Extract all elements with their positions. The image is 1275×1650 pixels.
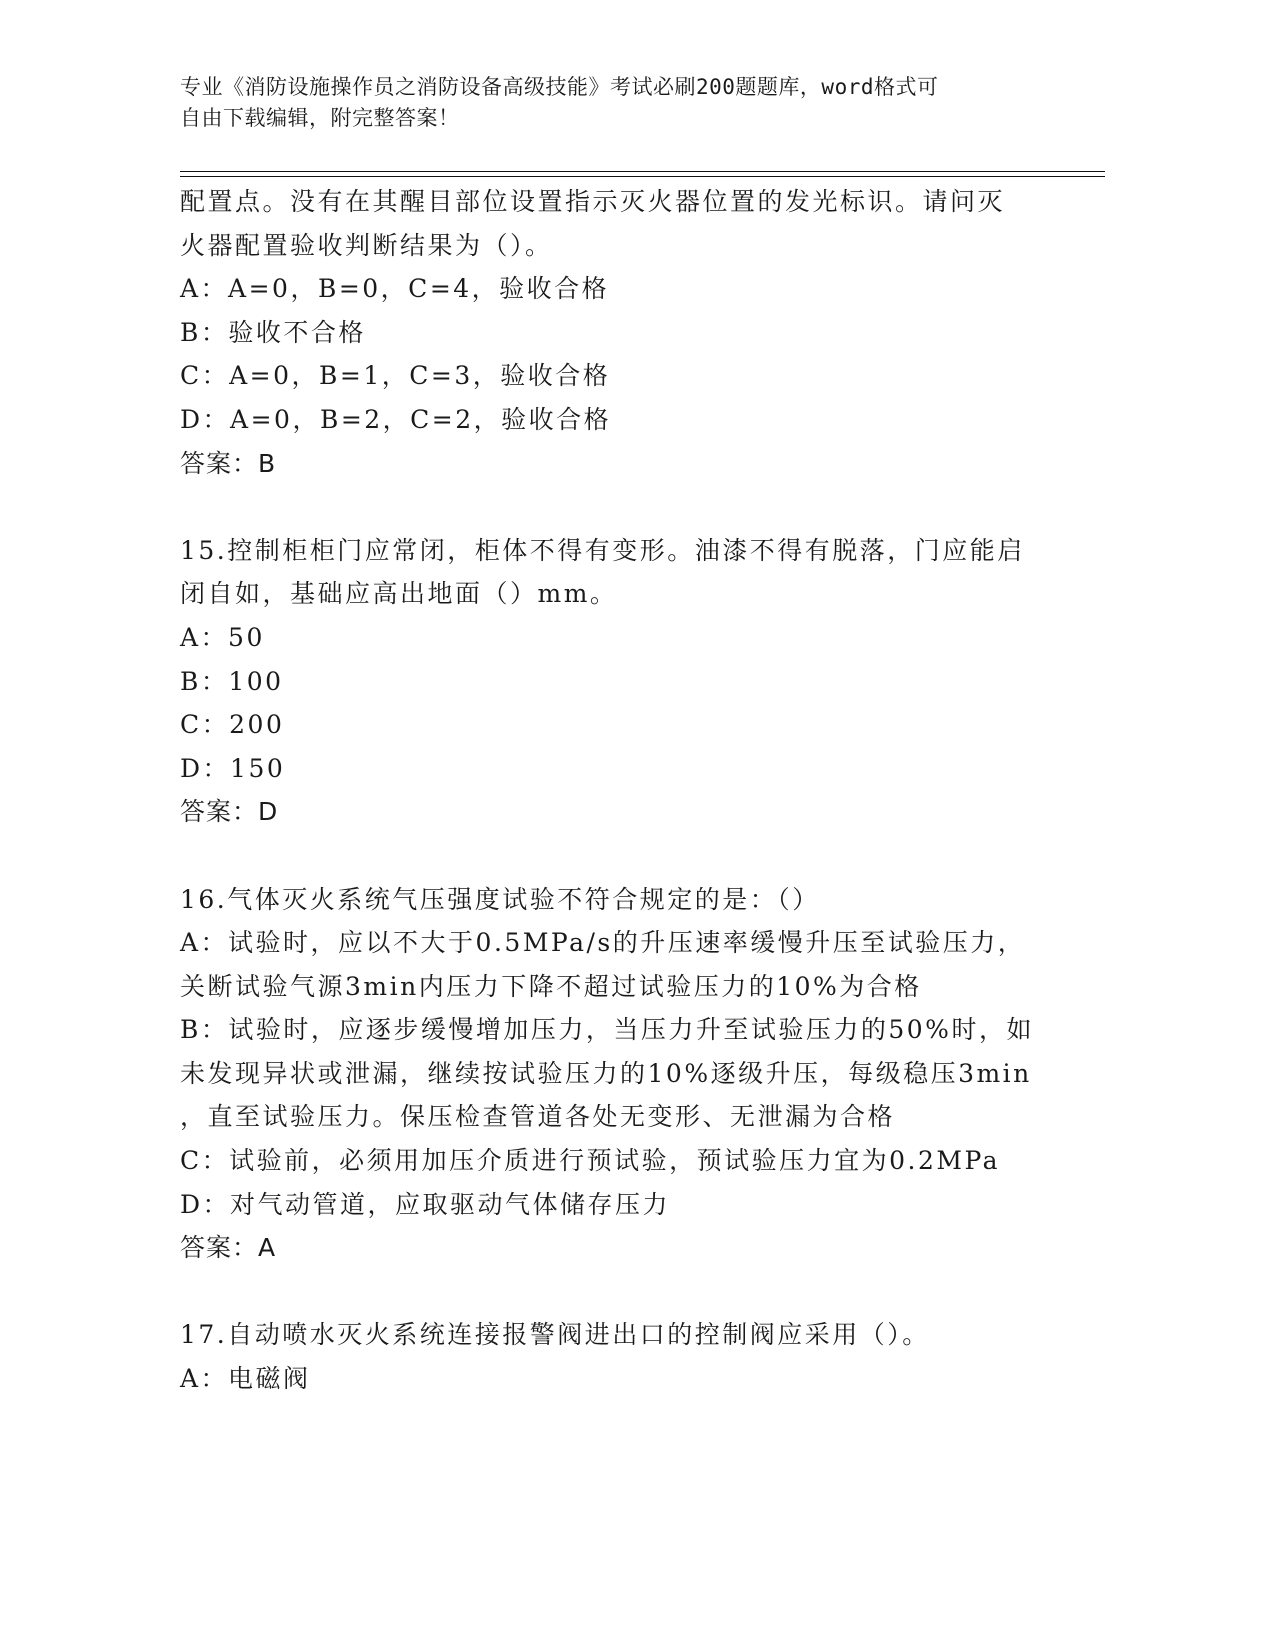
option-c: C：试验前，必须用加压介质进行预试验，预试验压力宜为0.2MPa [180,1146,1001,1176]
option-a: A：A=0，B=0，C=4，验收合格 [180,274,610,304]
question-content [180,180,1060,1401]
question-14 [180,180,1060,485]
spacer [180,485,1060,529]
document-header [180,72,1040,134]
question-stem: 配置点。没有在其醒目部位设置指示灭火器位置的发光标识。请问灭 [180,187,1006,216]
option-d: D：A=0，B=2，C=2，验收合格 [180,404,612,434]
option-b: B：试验时，应逐步缓慢增加压力，当压力升至试验压力的50%时，如 [180,1015,1034,1045]
answer-line: 答案：B [180,448,277,478]
answer-line: 答案：D [180,797,279,827]
option-c: C：A=0，B=1，C=3，验收合格 [180,361,611,391]
header-divider-top [180,171,1105,172]
question-stem: 闭自如，基础应高出地面（）mm。 [180,579,618,609]
question-15 [180,529,1060,834]
option-d: D：150 [180,753,286,783]
option-c: C：200 [180,710,285,740]
spacer [180,834,1060,878]
spacer [180,1270,1060,1314]
question-17 [180,1313,1060,1400]
option-a: 关断试验气源3min内压力下降不超过试验压力的10%为合格 [180,971,922,1001]
option-a: A：电磁阀 [180,1364,311,1394]
question-16 [180,878,1060,1270]
question-stem: 17.自动喷水灭火系统连接报警阀进出口的控制阀应采用（）。 [180,1320,930,1350]
option-b: 未发现异状或泄漏，继续按试验压力的10%逐级升压，每级稳压3min [180,1058,1032,1088]
answer-line: 答案：A [180,1233,277,1263]
option-a: A：试验时，应以不大于0.5MPa/s的升压速率缓慢升压至试验压力， [180,928,1026,958]
header-divider-bottom [180,176,1105,177]
header-line-1: 专业《消防设施操作员之消防设备高级技能》考试必刷200题题库，word格式可 [180,75,939,99]
option-a: A：50 [180,622,265,652]
question-stem: 16.气体灭火系统气压强度试验不符合规定的是：（） [180,884,820,914]
option-b: B：100 [180,666,284,696]
question-stem: 火器配置验收判断结果为（）。 [180,230,553,260]
header-line-2: 自由下载编辑，附完整答案！ [180,106,460,130]
option-b: ，直至试验压力。保压检查管道各处无变形、无泄漏为合格 [180,1102,896,1132]
option-d: D：对气动管道，应取驱动气体储存压力 [180,1189,671,1219]
option-b: B：验收不合格 [180,317,366,347]
question-stem: 15.控制柜柜门应常闭，柜体不得有变形。油漆不得有脱落，门应能启 [180,535,1025,565]
